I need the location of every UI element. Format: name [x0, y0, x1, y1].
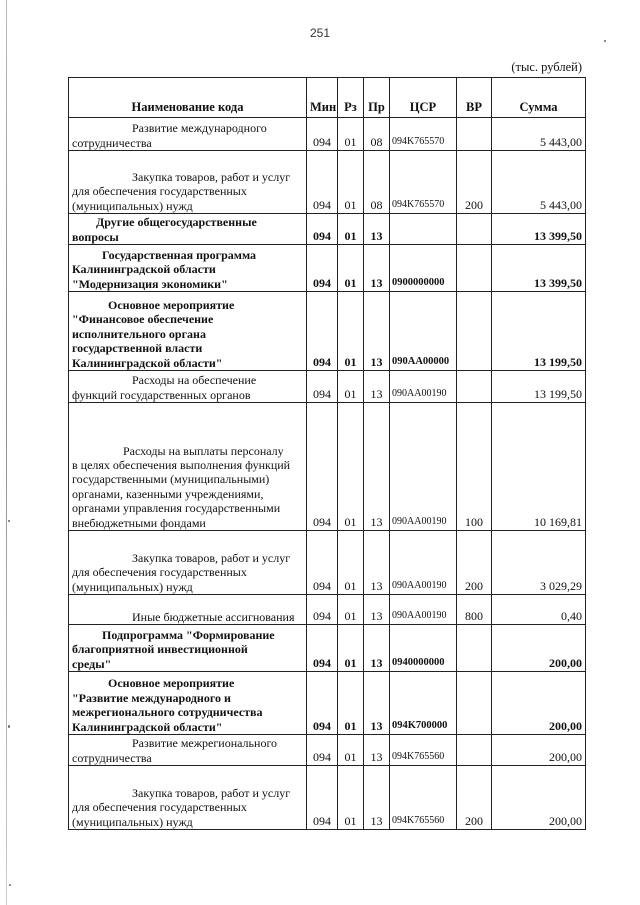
cell-sum: 0,40: [492, 595, 586, 625]
header-csr: ЦСР: [390, 78, 457, 118]
cell-min: 094: [307, 245, 338, 292]
page-edge-shadow: [6, 0, 7, 905]
cell-pr: 13: [364, 766, 390, 830]
cell-rz: 01: [338, 151, 364, 214]
cell-csr: 090AA00190: [390, 595, 457, 625]
cell-pr: 13: [364, 595, 390, 625]
cell-csr: 094K765560: [390, 735, 457, 766]
cell-min: 094: [307, 531, 338, 595]
cell-name: [69, 672, 307, 735]
table-row: [69, 672, 586, 735]
cell-csr: 090AA00000: [390, 292, 457, 371]
table-row: [69, 151, 586, 214]
header-vr: ВР: [457, 78, 492, 118]
cell-vr: [457, 245, 492, 292]
page-number: 251: [309, 26, 331, 40]
cell-sum: 13 199,50: [492, 371, 586, 403]
cell-min: 094: [307, 672, 338, 735]
cell-vr: [457, 118, 492, 151]
table-row: [69, 531, 586, 595]
scan-speck: [9, 884, 11, 886]
cell-pr: 08: [364, 151, 390, 214]
cell-rz: 01: [338, 371, 364, 403]
cell-sum: 13 399,50: [492, 245, 586, 292]
cell-csr: 094K765570: [390, 151, 457, 214]
cell-pr: 13: [364, 214, 390, 245]
cell-pr: 13: [364, 735, 390, 766]
cell-vr: 200: [457, 531, 492, 595]
cell-csr: 090AA00190: [390, 371, 457, 403]
row-label: Основное мероприятие "Финансовое обеспечение исполнительного органа государственной власти Калининградской области": [72, 297, 235, 370]
cell-rz: 01: [338, 735, 364, 766]
cell-pr: 13: [364, 672, 390, 735]
cell-rz: 01: [338, 625, 364, 672]
cell-csr: 0940000000: [390, 625, 457, 672]
cell-name: [69, 151, 307, 214]
cell-csr: 090AA00190: [390, 531, 457, 595]
cell-pr: 13: [364, 292, 390, 371]
row-label: Развитие межрегионального сотрудничества: [72, 736, 278, 765]
cell-vr: [457, 625, 492, 672]
table-row: [69, 371, 586, 403]
row-label: Расходы на выплаты персоналу в целях обеспечения выполнения функций государственными (муниципальными) органами, казенными учреждениями, органами управления государственными внебюджетными фондами: [72, 443, 291, 530]
cell-name: [69, 245, 307, 292]
row-label: Подпрограмма "Формирование благоприятной инвестиционной среды": [72, 627, 275, 671]
table-header-row: [69, 78, 586, 118]
cell-rz: 01: [338, 595, 364, 625]
cell-pr: 13: [364, 371, 390, 403]
cell-vr: 200: [457, 151, 492, 214]
row-label: Закупка товаров, работ и услуг для обеспечения государственных (муниципальных) нужд: [72, 550, 291, 594]
cell-vr: [457, 371, 492, 403]
cell-min: 094: [307, 292, 338, 371]
cell-name: [69, 766, 307, 830]
cell-rz: 01: [338, 766, 364, 830]
row-label: Закупка товаров, работ и услуг для обеспечения государственных (муниципальных) нужд: [72, 169, 291, 213]
cell-rz: 01: [338, 214, 364, 245]
cell-vr: 200: [457, 766, 492, 830]
table-row: [69, 214, 586, 245]
cell-sum: 200,00: [492, 625, 586, 672]
cell-pr: 13: [364, 403, 390, 531]
table-row: [69, 735, 586, 766]
row-label: Государственная программа Калининградской области "Модернизация экономики": [72, 247, 257, 291]
row-label: Другие общегосударственные вопросы: [72, 215, 257, 244]
cell-min: 094: [307, 735, 338, 766]
cell-name: [69, 531, 307, 595]
cell-min: 094: [307, 625, 338, 672]
cell-rz: 01: [338, 531, 364, 595]
cell-sum: 3 029,29: [492, 531, 586, 595]
cell-name: [69, 371, 307, 403]
cell-csr: 0900000000: [390, 245, 457, 292]
cell-pr: 08: [364, 118, 390, 151]
cell-rz: 01: [338, 292, 364, 371]
cell-min: 094: [307, 403, 338, 531]
row-label: Иные бюджетные ассигнования: [72, 609, 295, 624]
cell-min: 094: [307, 595, 338, 625]
table-row: [69, 403, 586, 531]
table-row: [69, 766, 586, 830]
cell-vr: 100: [457, 403, 492, 531]
table-row: [69, 245, 586, 292]
cell-vr: [457, 214, 492, 245]
cell-csr: 090AA00190: [390, 403, 457, 531]
cell-min: 094: [307, 766, 338, 830]
row-label: Развитие международного сотрудничества: [72, 121, 267, 150]
cell-name: [69, 214, 307, 245]
cell-sum: 13 399,50: [492, 214, 586, 245]
cell-vr: [457, 735, 492, 766]
cell-pr: 13: [364, 531, 390, 595]
cell-sum: 5 443,00: [492, 118, 586, 151]
units-label: (тыс. рублей): [511, 60, 582, 74]
cell-min: 094: [307, 118, 338, 151]
table-row: [69, 625, 586, 672]
header-sum: Сумма: [492, 78, 586, 118]
cell-sum: 5 443,00: [492, 151, 586, 214]
cell-name: [69, 735, 307, 766]
table-body: [69, 118, 586, 830]
scan-speck: [8, 725, 10, 728]
cell-sum: 200,00: [492, 766, 586, 830]
scan-speck: [8, 520, 10, 522]
cell-pr: 13: [364, 245, 390, 292]
cell-sum: 13 199,50: [492, 292, 586, 371]
cell-rz: 01: [338, 118, 364, 151]
cell-pr: 13: [364, 625, 390, 672]
cell-csr: 094K765560: [390, 766, 457, 830]
cell-rz: 01: [338, 245, 364, 292]
cell-name: [69, 118, 307, 151]
scan-speck: [604, 40, 606, 42]
cell-min: 094: [307, 214, 338, 245]
cell-sum: 10 169,81: [492, 403, 586, 531]
cell-name: [69, 595, 307, 625]
row-label: Основное мероприятие "Развитие международного и межрегионального сотрудничества Калининградской области": [72, 676, 263, 734]
cell-name: [69, 292, 307, 371]
cell-vr: [457, 672, 492, 735]
cell-min: 094: [307, 371, 338, 403]
cell-min: 094: [307, 151, 338, 214]
cell-vr: 800: [457, 595, 492, 625]
cell-csr: 094K765570: [390, 118, 457, 151]
cell-name: [69, 625, 307, 672]
cell-vr: [457, 292, 492, 371]
cell-rz: 01: [338, 672, 364, 735]
header-min: Мин: [307, 78, 338, 118]
header-rz: Рз: [338, 78, 364, 118]
header-name: Наименование кода: [69, 78, 307, 118]
cell-csr: 094K700000: [390, 672, 457, 735]
header-pr: Пр: [364, 78, 390, 118]
cell-name: [69, 403, 307, 531]
table-row: [69, 118, 586, 151]
table-row: [69, 292, 586, 371]
cell-csr: [390, 214, 457, 245]
cell-sum: 200,00: [492, 735, 586, 766]
row-label: Расходы на обеспечение функций государственных органов: [72, 373, 257, 402]
row-label: Закупка товаров, работ и услуг для обеспечения государственных (муниципальных) нужд: [72, 785, 291, 829]
cell-sum: 200,00: [492, 672, 586, 735]
cell-rz: 01: [338, 403, 364, 531]
budget-table: [68, 77, 586, 830]
table-row: [69, 595, 586, 625]
